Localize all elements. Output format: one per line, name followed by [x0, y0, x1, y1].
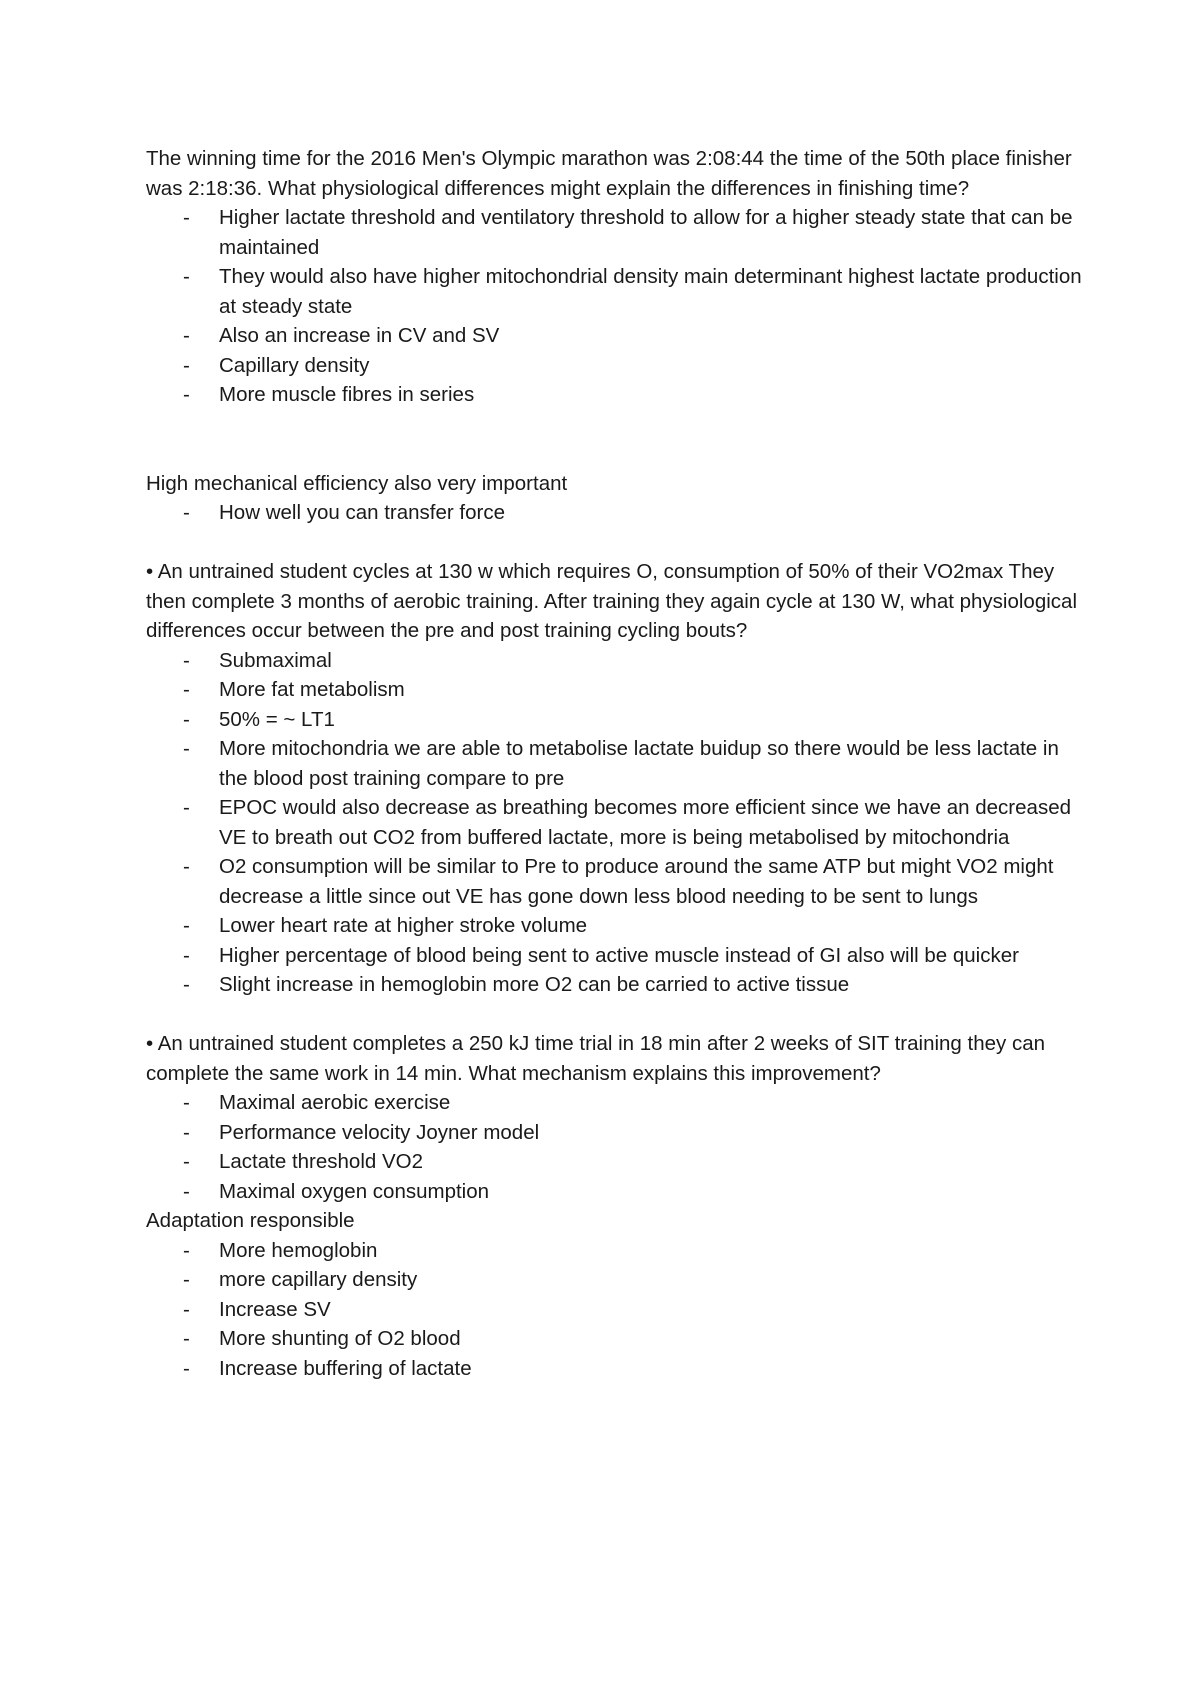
dash-marker: -: [183, 855, 190, 878]
dash-marker: -: [183, 1179, 190, 1203]
list-item: - More shunting of O2 blood: [146, 1324, 1086, 1354]
list-item: - Capillary density: [146, 351, 1086, 381]
answer-list-adaptation: [146, 1236, 1086, 1384]
list-item: - Higher percentage of blood being sent to active muscle instead of GI also will be quicker: [146, 941, 1086, 971]
list-item: - They would also have higher mitochondrial density main determinant highest lactate production at steady state: [146, 262, 1086, 321]
list-item: - Also an increase in CV and SV: [146, 321, 1086, 351]
question-cycling: • An untrained student cycles at 130 w which requires O, consumption of 50% of their VO2max They then complete 3 months of aerobic training. After training they again cycle at 130 W, what physiological differences occur between the pre and post training cycling bouts?: [146, 560, 1077, 642]
list-item: - EPOC would also decrease as breathing becomes more efficient since we have an decreased VE to breath out CO2 from buffered lactate, more is being metabolised by mitochondria: [146, 793, 1086, 852]
list-item: - Higher lactate threshold and ventilatory threshold to allow for a higher steady state that can be maintained: [146, 203, 1086, 262]
dash-marker: -: [183, 914, 190, 937]
list-item: - More fat metabolism: [146, 675, 1086, 705]
dash-marker: -: [183, 1327, 190, 1350]
spacer: [146, 528, 1086, 558]
list-item: - More muscle fibres in series: [146, 380, 1086, 410]
answer-list-cycling: [146, 646, 1086, 1000]
dash-marker: -: [183, 324, 190, 347]
document-page: [146, 144, 1086, 1383]
list-item: - More hemoglobin: [146, 1236, 1086, 1266]
dash-marker: -: [183, 648, 190, 672]
dash-marker: -: [183, 737, 190, 760]
dash-marker: -: [183, 1297, 190, 1321]
list-item: - Performance velocity Joyner model: [146, 1118, 1086, 1148]
answer-list-efficiency: [146, 498, 1086, 528]
list-item: - Increase SV: [146, 1295, 1086, 1325]
dash-marker: -: [183, 501, 190, 524]
dash-marker: -: [183, 1091, 190, 1114]
heading-adaptation: Adaptation responsible: [146, 1209, 355, 1232]
spacer: [146, 410, 1086, 469]
dash-marker: -: [183, 1238, 190, 1262]
list-item: - 50% = ~ LT1: [146, 705, 1086, 735]
dash-marker: -: [183, 1356, 190, 1380]
question-marathon: The winning time for the 2016 Men's Olympic marathon was 2:08:44 the time of the 50th place finisher was 2:18:36. What physiological differences might explain the differences in finishing time?: [146, 147, 1072, 200]
dash-marker: -: [183, 1120, 190, 1144]
dash-marker: -: [183, 796, 190, 819]
list-item: - Submaximal: [146, 646, 1086, 676]
answer-list-marathon: [146, 203, 1086, 410]
spacer: [146, 1000, 1086, 1030]
dash-marker: -: [183, 1150, 190, 1173]
dash-marker: -: [183, 943, 190, 967]
list-item: - Lactate threshold VO2: [146, 1147, 1086, 1177]
list-item: - Maximal aerobic exercise: [146, 1088, 1086, 1118]
dash-marker: -: [183, 383, 190, 406]
list-item: - Lower heart rate at higher stroke volume: [146, 911, 1086, 941]
dash-marker: -: [183, 206, 190, 229]
dash-marker: -: [183, 707, 190, 731]
list-item: - more capillary density: [146, 1265, 1086, 1295]
answer-list-time-trial: [146, 1088, 1086, 1206]
list-item: - How well you can transfer force: [146, 498, 1086, 528]
dash-marker: -: [183, 678, 190, 701]
dash-marker: -: [183, 353, 190, 377]
dash-marker: -: [183, 1268, 190, 1291]
list-item: - Increase buffering of lactate: [146, 1354, 1086, 1384]
list-item: - Maximal oxygen consumption: [146, 1177, 1086, 1207]
note-mechanical-efficiency: High mechanical efficiency also very important: [146, 471, 568, 495]
list-item: - Slight increase in hemoglobin more O2 can be carried to active tissue: [146, 970, 1086, 1000]
dash-marker: -: [183, 265, 190, 288]
question-time-trial: • An untrained student completes a 250 kJ time trial in 18 min after 2 weeks of SIT training they can complete the same work in 14 min. What mechanism explains this improvement?: [146, 1032, 1046, 1085]
dash-marker: -: [183, 973, 190, 996]
list-item: - More mitochondria we are able to metabolise lactate buidup so there would be less lactate in the blood post training compare to pre: [146, 734, 1086, 793]
list-item: - O2 consumption will be similar to Pre to produce around the same ATP but might VO2 might decrease a little since out VE has gone down less blood needing to be sent to lungs: [146, 852, 1086, 911]
